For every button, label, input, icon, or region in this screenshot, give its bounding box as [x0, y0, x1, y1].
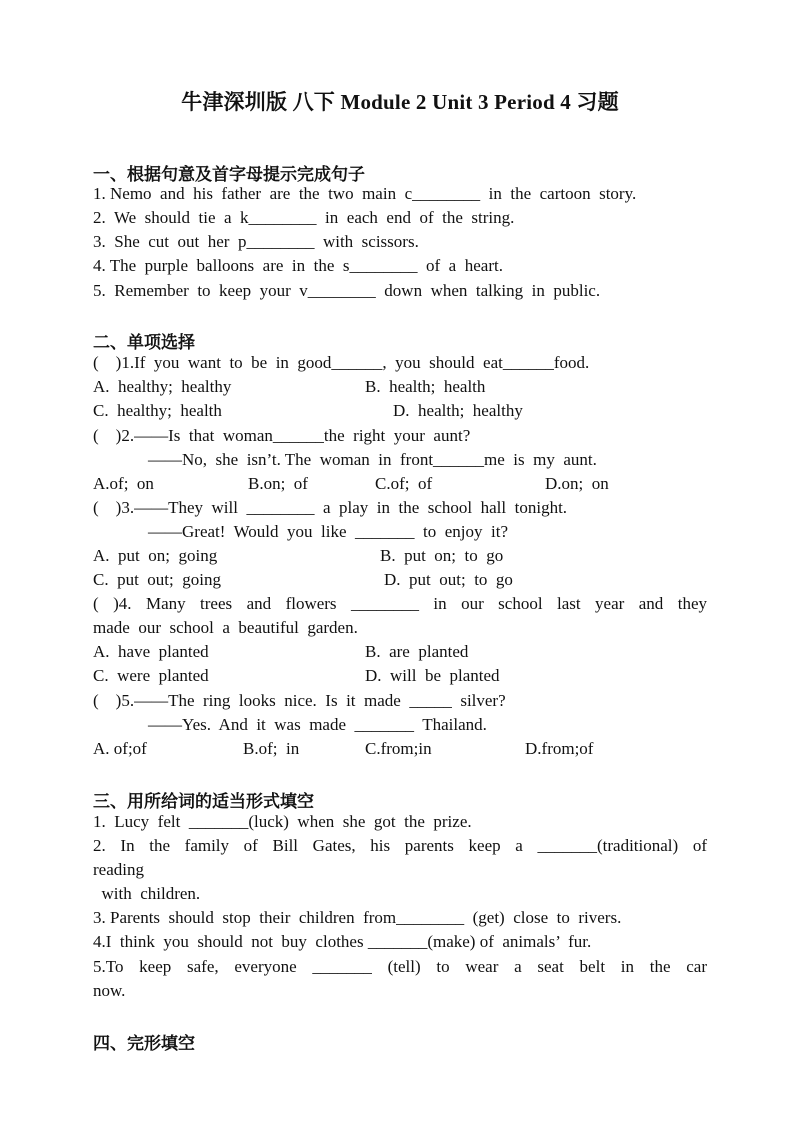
section-3-item-3: 3. Parents should stop their children from________ (get) close to rivers. — [93, 908, 622, 927]
question-3-stem: ( )3.——They will ________ a play in the school hall tonight. — [93, 498, 568, 517]
question-4-option-b: B. are planted — [365, 642, 469, 661]
section-3-item-4: 4.I think you should not buy clothes _______(make) of animals’ fur. — [93, 932, 592, 951]
question-5-option-b: B.of; in — [243, 739, 300, 758]
section-1-item-2: 2. We should tie a k________ in each end of the string. — [93, 208, 515, 227]
section-1-item-1: 1. Nemo and his father are the two main c________ in the cartoon story. — [93, 184, 637, 203]
question-3-option-c: C. put out; going — [93, 570, 221, 589]
question-5-option-d: D.from;of — [525, 739, 594, 758]
page-title: 牛津深圳版 八下 Module 2 Unit 3 Period 4 习题 — [181, 90, 619, 114]
question-5-option-c: C.from;in — [365, 739, 432, 758]
section-1-item-4: 4. The purple balloons are in the s________ of a heart. — [93, 256, 503, 275]
section-2-heading: 二、单项选择 — [93, 333, 195, 353]
question-2-stem: ( )2.——Is that woman______the right your aunt? — [93, 426, 471, 445]
question-2-stem-reply: ——No, she isn’t. The woman in front______me is my aunt. — [148, 450, 597, 469]
question-5-stem-reply: ——Yes. And it was made _______ Thailand. — [148, 715, 487, 734]
question-3-option-d: D. put out; to go — [384, 570, 513, 589]
question-2-option-b: B.on; of — [248, 474, 308, 493]
question-1-option-a: A. healthy; healthy — [93, 377, 232, 396]
question-4-option-d: D. will be planted — [365, 666, 500, 685]
section-3-item-1: 1. Lucy felt _______(luck) when she got the prize. — [93, 812, 472, 831]
section-3-item-5-cont: now. — [93, 981, 126, 1000]
question-4-option-a: A. have planted — [93, 642, 209, 661]
question-4-stem-cont: made our school a beautiful garden. — [93, 618, 358, 637]
question-5-stem: ( )5.——The ring looks nice. Is it made _____ silver? — [93, 691, 506, 710]
section-4-heading: 四、完形填空 — [93, 1034, 195, 1054]
question-2-option-a: A.of; on — [93, 474, 154, 493]
question-5-option-a: A. of;of — [93, 739, 147, 758]
question-4-option-c: C. were planted — [93, 666, 209, 685]
question-1-option-d: D. health; healthy — [393, 401, 523, 420]
question-2-option-d: D.on; on — [545, 474, 609, 493]
section-3-item-2-cont-2: with children. — [93, 884, 201, 903]
section-1-item-5: 5. Remember to keep your v________ down when talking in public. — [93, 281, 601, 300]
question-1-option-b: B. health; health — [365, 377, 486, 396]
question-4-stem: ( )4. Many trees and flowers ________ in our school last year and they — [93, 594, 707, 613]
section-3-heading: 三、用所给词的适当形式填空 — [93, 792, 314, 812]
section-3-item-2: 2. In the family of Bill Gates, his parents keep a _______(traditional) of — [93, 836, 707, 855]
question-2-option-c: C.of; of — [375, 474, 433, 493]
section-1-heading: 一、根据句意及首字母提示完成句子 — [93, 165, 365, 185]
section-1-item-3: 3. She cut out her p________ with scissors. — [93, 232, 419, 251]
question-1-option-c: C. healthy; health — [93, 401, 222, 420]
section-3-item-5: 5.To keep safe, everyone _______ (tell) to wear a seat belt in the car — [93, 957, 707, 976]
question-3-stem-reply: ——Great! Would you like _______ to enjoy it? — [148, 522, 508, 541]
question-1-stem: ( )1.If you want to be in good______, you should eat______food. — [93, 353, 590, 372]
section-3-item-2-cont: reading — [93, 860, 144, 879]
question-3-option-a: A. put on; going — [93, 546, 218, 565]
question-3-option-b: B. put on; to go — [380, 546, 504, 565]
